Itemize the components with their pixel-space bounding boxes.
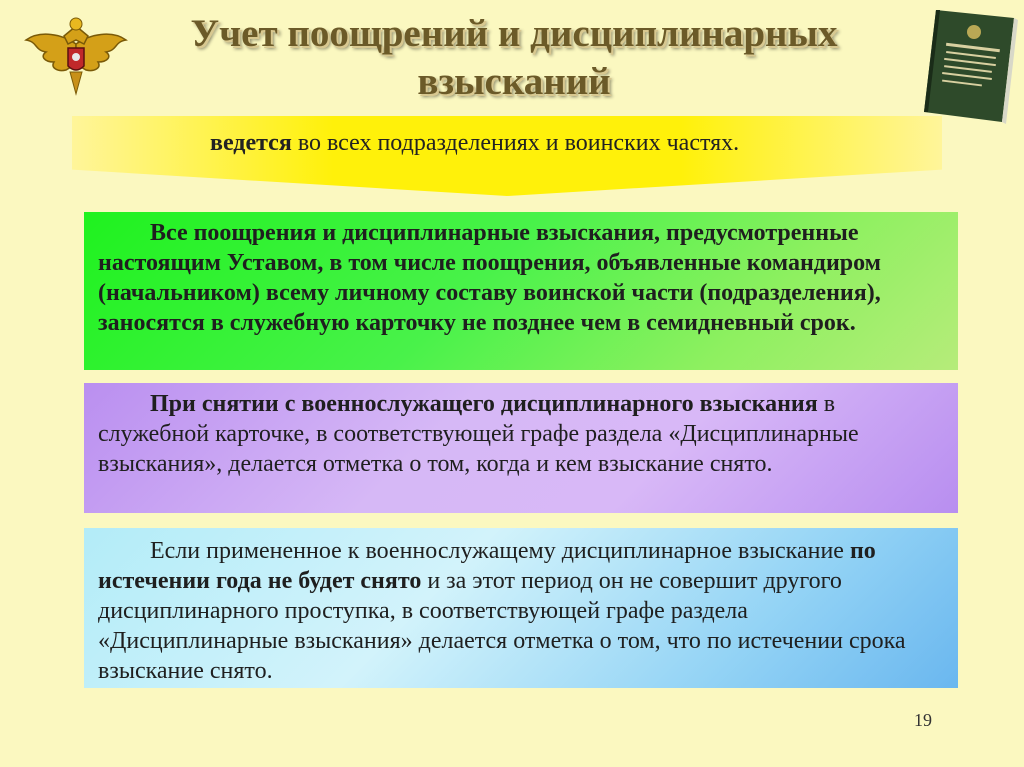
blue-text-box xyxy=(84,528,958,688)
violet-text-box xyxy=(84,383,958,513)
double-headed-eagle-emblem-icon xyxy=(24,14,128,100)
blue-bold-text: по истечении года не будет снято xyxy=(98,538,876,594)
banner-bold-text: ведется xyxy=(210,130,292,156)
title-line-2: взысканий xyxy=(417,60,611,103)
military-charter-book-icon xyxy=(918,6,1020,124)
violet-bold-text: При снятии с военнослужащего дисциплинарного взыскания xyxy=(150,391,818,417)
page-title xyxy=(140,10,888,106)
banner-rest-text: во всех подразделениях и воинских частях. xyxy=(291,130,740,156)
violet-rest-text: в служебной карточке, в соответствующей графе раздела «Дисциплинарные взыскания», делается отметка о том, когда и кем взыскание снято. xyxy=(98,391,859,477)
green-text-box: Все поощрения и дисциплинарные взыскания, предусмотренные настоящим Уставом, в том числе поощрения, объявленные командиром (начальником) всему личному составу воинской части (подразделения), заносятся в служебную карточку не позднее чем в семидневный срок. xyxy=(84,212,958,370)
banner-text xyxy=(210,128,930,158)
blue-text-part-1: Если примененное к военнослужащему дисциплинарное взыскание xyxy=(150,538,850,564)
title-line-1: Учет поощрений и дисциплинарных xyxy=(190,12,838,55)
blue-text-part-2: и за этот период он не совершит другого дисциплинарного проступка, в соответствующей графе раздела «Дисциплинарные взыскания» делается отметка о том, что по истечении срока взыскание снято. xyxy=(98,568,906,684)
page-number: 19 xyxy=(914,710,932,730)
